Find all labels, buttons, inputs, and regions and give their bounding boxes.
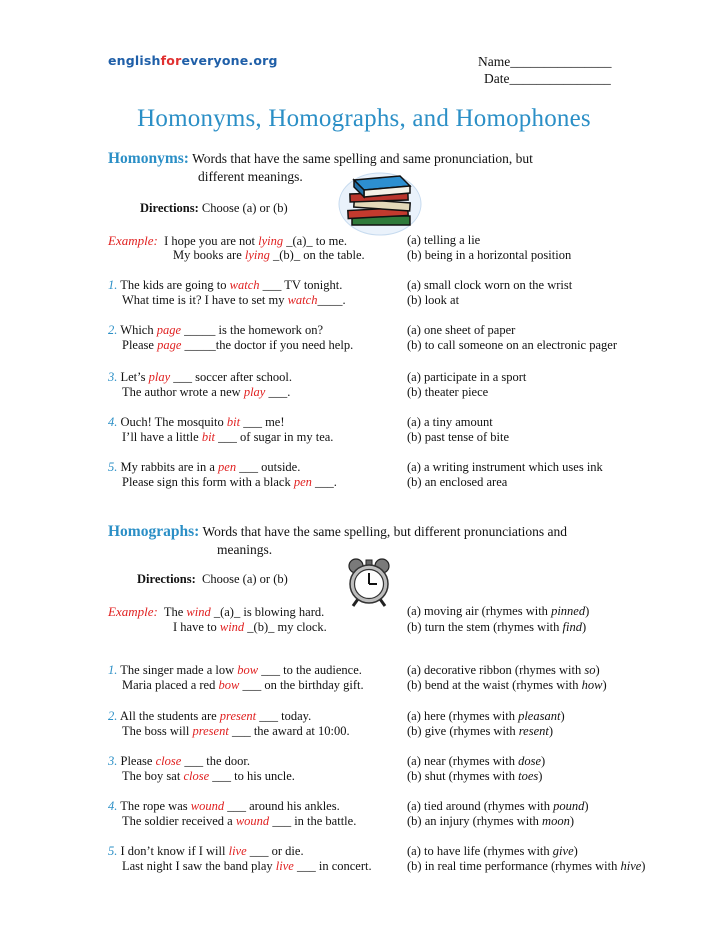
option-text: (a) near (rhymes with [407,754,519,768]
question-text: The rope was [120,799,191,813]
option-text: (b) turn the stem (rhymes with [407,620,563,634]
homographs-definition-line1: Words that have the same spelling, but different pronunciations and [202,524,568,539]
option-text: (a) here (rhymes with [407,709,519,723]
example-option-a: (a) telling a lie [407,233,481,247]
question-text: The boy sat [122,769,184,783]
keyword: watch [229,278,260,292]
question-text: Last night I saw the band play [122,859,276,873]
directions-text: Choose (a) or (b) [201,201,288,215]
option-text: ) [573,844,578,858]
question-text: _____the doctor if you need help. [181,338,354,352]
question-text: Maria placed a red [122,678,219,692]
keyword: bit [226,415,241,429]
option-text: ) [541,754,546,768]
question-line2 [122,475,337,490]
rhyme-word: find [562,620,582,634]
option-text: (b) in real time performance (rhymes with [407,859,621,873]
question-text: ___ soccer after school. [170,370,292,384]
keyword: live [275,859,294,873]
directions-text: Choose (a) or (b) [202,572,288,586]
question-line1 [108,844,304,859]
option-text: ) [595,663,600,677]
keyword: live [228,844,247,858]
option-text: ) [584,799,589,813]
option-text: ) [602,678,607,692]
homonyms-example-line1 [108,233,347,249]
option-text: ) [641,859,646,873]
option-a [407,663,600,678]
option-text: (a) moving air (rhymes with [407,604,552,618]
question-line2 [122,859,372,874]
rhyme-word: give [552,844,574,858]
question-line2 [122,678,364,693]
option-a: (a) small clock worn on the wrist [407,278,573,292]
question-number: 1. [108,278,118,292]
option-text: (b) give (rhymes with [407,724,519,738]
homonyms-definition-line1: Words that have the same spelling and same pronunciation, but [192,151,533,166]
option-b [407,769,542,784]
option-b: (b) theater piece [407,385,489,399]
homographs-term: Homographs: [108,523,200,540]
option-b [407,724,553,739]
keyword: pen [218,460,237,474]
question-text: The singer made a low [120,663,238,677]
question-text: The boss will [122,724,193,738]
option-b: (b) an enclosed area [407,475,508,489]
question-text: Please [122,338,158,352]
option-a [407,754,545,769]
question-line2 [122,724,350,739]
question-line2 [122,769,295,784]
keyword: bow [237,663,259,677]
keyword: page [157,338,182,352]
question-text: ___ to the audience. [258,663,362,677]
rhyme-word: dose [518,754,541,768]
question-text: The author wrote a new [122,385,244,399]
rhyme-word: toes [518,769,539,783]
question-line1 [108,460,300,475]
example-label: Example: [108,233,158,248]
question-text: ___ today. [256,709,312,723]
question-text: ___. [311,475,337,489]
rhyme-word: pinned [551,604,586,618]
question-number: 3. [108,370,118,384]
question-text: The soldier received a [122,814,236,828]
question-text: The kids are going to [120,278,230,292]
question-text: ___ the award at 10:00. [228,724,350,738]
homographs-example-option-b [407,620,586,635]
keyword: close [183,769,210,783]
rhyme-word: hive [620,859,642,873]
question-text: ___ in the battle. [269,814,357,828]
date-field: Date_______________ [484,71,611,86]
option-a [407,844,578,859]
example-text: _(a)_ is blowing hard. [210,605,325,619]
example-text: I hope you are not [164,234,259,248]
option-b [407,859,645,874]
question-line1 [108,323,323,338]
example-text: _(b)_ on the table. [269,248,365,262]
question-line1 [108,663,362,678]
question-text: All the students are [119,709,220,723]
option-text: ) [569,814,574,828]
question-text: I’ll have a little [122,430,202,444]
option-b: (b) to call someone on an electronic pager [407,338,617,352]
logo-text-everyone: everyone.org [181,53,278,68]
homographs-example-line1 [108,604,324,620]
question-line2 [122,430,333,445]
homographs-directions [137,572,288,587]
keyword: wind [219,620,245,634]
question-text: ___ or die. [246,844,304,858]
option-text: ) [585,604,590,618]
question-text: My rabbits are in a [120,460,219,474]
logo-text-for: for [160,53,182,68]
question-line1 [108,754,250,769]
homographs-example-line2 [173,620,327,635]
logo-text-english: english [108,53,161,68]
question-line1 [108,370,292,385]
name-date-block [478,53,611,87]
question-number: 2. [108,323,118,337]
question-text: ___ on the birthday gift. [239,678,364,692]
question-text: Which [120,323,157,337]
option-text: (a) to have life (rhymes with [407,844,553,858]
question-text: ___ outside. [236,460,301,474]
question-text: ___ of sugar in my tea. [215,430,334,444]
option-text: ) [538,769,543,783]
question-number: 4. [108,415,118,429]
page-title: Homonyms, Homographs, and Homophones [137,105,591,132]
homonyms-example-line2 [173,248,365,263]
question-text: ___ me! [240,415,285,429]
rhyme-word: so [584,663,596,677]
keyword: pen [293,475,312,489]
question-line1 [108,415,285,430]
keyword: close [155,754,182,768]
keyword: wound [190,799,225,813]
example-text: The [163,605,187,619]
question-text: I don’t know if I will [120,844,229,858]
homonyms-term: Homonyms: [108,150,189,167]
question-number: 3. [108,754,118,768]
example-text: I have to [173,620,220,634]
option-text: ) [581,620,587,634]
question-text: ___ to his uncle. [209,769,295,783]
option-a [407,799,589,814]
question-text: ___ TV tonight. [259,278,343,292]
keyword: wind [186,605,211,619]
question-text: ___ the door. [181,754,250,768]
question-text: _____ is the homework on? [181,323,324,337]
homographs-example-option-a [407,604,589,619]
option-a: (a) a writing instrument which uses ink [407,460,603,474]
question-number: 2. [108,709,118,723]
question-number: 5. [108,844,118,858]
rhyme-word: resent [518,724,549,738]
question-line2 [122,814,356,829]
keyword: play [148,370,171,384]
keyword: page [156,323,182,337]
question-line2 [122,338,353,353]
name-field: Name_______________ [478,54,612,69]
example-option-b: (b) being in a horizontal position [407,248,572,262]
rhyme-word: pound [553,799,585,813]
option-text: (b) shut (rhymes with [407,769,519,783]
example-text: _(a)_ to me. [283,234,348,248]
question-line1 [108,278,342,293]
question-number: 5. [108,460,118,474]
example-label: Example: [108,604,158,619]
homographs-heading [108,523,567,540]
question-line1 [108,709,311,724]
keyword: lying [244,248,270,262]
directions-label: Directions: [140,201,199,215]
books-icon [338,172,422,236]
option-text: ) [548,724,554,738]
question-text: What time is it? I have to set my [122,293,288,307]
question-number: 4. [108,799,118,813]
option-b: (b) past tense of bite [407,430,510,444]
keyword: play [243,385,266,399]
homonyms-heading [108,150,533,167]
keyword: bit [201,430,216,444]
homographs-definition-line2: meanings. [217,542,273,557]
option-a [407,709,565,724]
site-logo [108,53,278,68]
question-line2 [122,385,290,400]
question-text: Ouch! The mosquito [120,415,227,429]
option-b [407,678,607,693]
directions-label: Directions: [137,572,196,586]
rhyme-word: pleasant [518,709,561,723]
option-a: (a) one sheet of paper [407,323,516,337]
question-text: ____. [317,293,346,307]
example-text: My books are [173,248,245,262]
option-a: (a) participate in a sport [407,370,527,384]
option-text: (b) an injury (rhymes with [407,814,543,828]
homonyms-definition-line2: different meanings. [198,169,303,184]
question-text: ___. [265,385,291,399]
option-text: ) [560,709,565,723]
alarm-clock-icon [346,557,392,607]
option-b: (b) look at [407,293,460,307]
option-b [407,814,574,829]
option-a: (a) a tiny amount [407,415,493,429]
keyword: present [219,709,257,723]
option-text: (b) bend at the waist (rhymes with [407,678,582,692]
question-text: ___ in concert. [293,859,372,873]
keyword: watch [287,293,318,307]
keyword: wound [235,814,270,828]
option-text: (a) tied around (rhymes with [407,799,554,813]
question-line2 [122,293,346,308]
keyword: bow [218,678,240,692]
question-text: Please sign this form with a black [122,475,294,489]
rhyme-word: moon [542,814,570,828]
rhyme-word: how [581,678,603,692]
question-text: Let’s [120,370,149,384]
example-text: _(b)_ my clock. [244,620,327,634]
keyword: lying [258,234,284,248]
question-number: 1. [108,663,118,677]
option-text: (a) decorative ribbon (rhymes with [407,663,585,677]
question-line1 [108,799,340,814]
homonyms-directions [140,201,288,216]
question-text: Please [120,754,156,768]
question-text: ___ around his ankles. [224,799,340,813]
keyword: present [192,724,229,738]
